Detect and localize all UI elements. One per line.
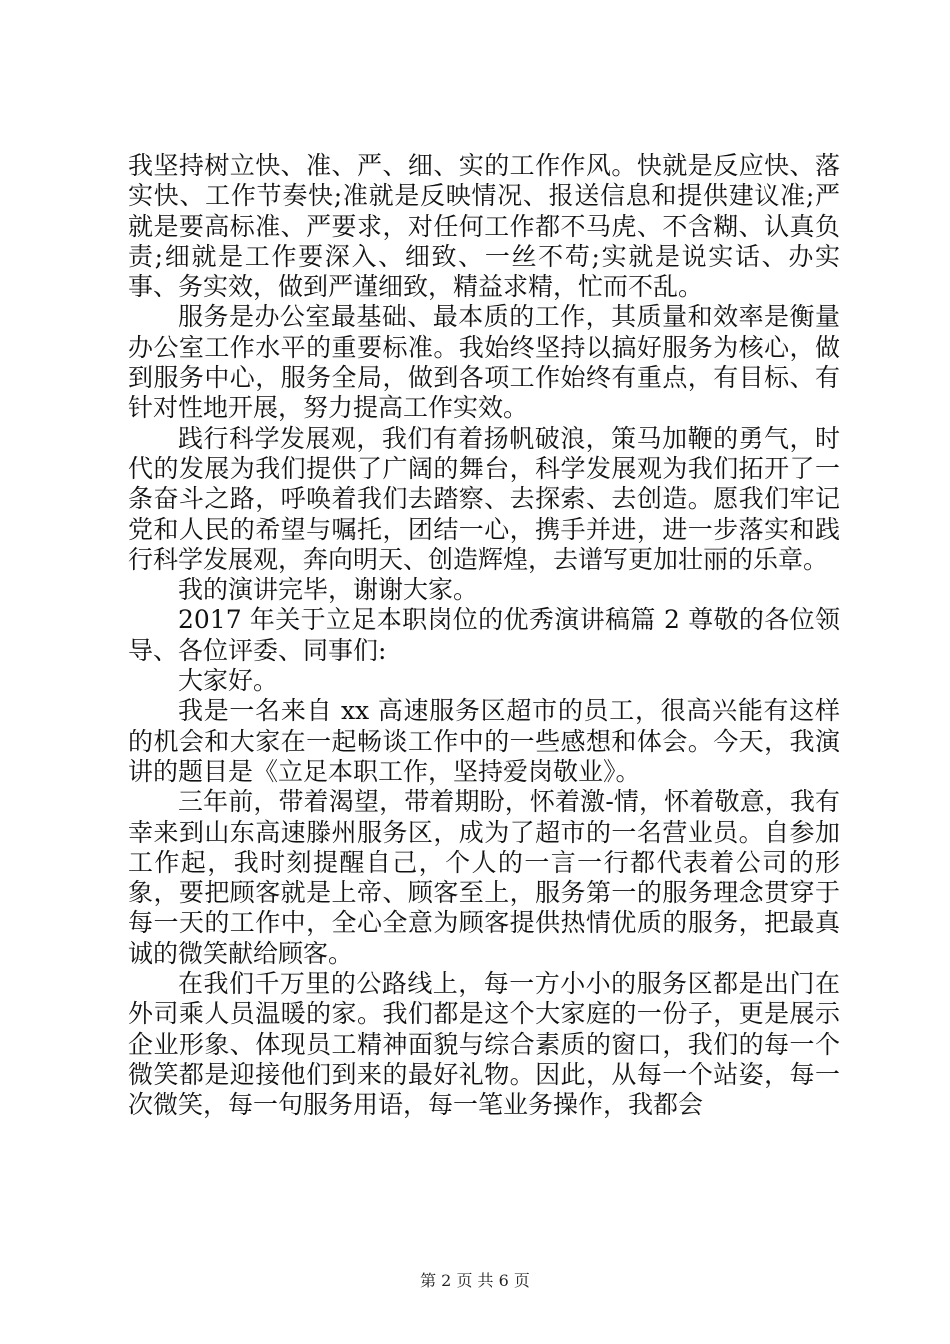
paragraph-2: 服务是办公室最基础、最本质的工作，其质量和效率是衡量办公室工作水平的重要标准。我始终坚持以搞好服务为核心，做到服务中心，服务全局，做到各项工作始终有重点，有目标、有针对性地开展，努力提高工作实效。	[128, 302, 840, 423]
page-number-footer: 第 2 页 共 6 页	[420, 1271, 530, 1290]
paragraph-7: 我是一名来自 xx 高速服务区超市的员工，很高兴能有这样的机会和大家在一起畅谈工作中的一些感想和体会。今天，我演讲的题目是《立足本职工作，坚持爱岗敬业》。	[128, 696, 840, 786]
paragraph-4: 我的演讲完毕，谢谢大家。	[178, 575, 479, 605]
paragraph-9: 在我们千万里的公路线上，每一方小小的服务区都是出门在外司乘人员温暖的家。我们都是这个大家庭的一份子，更是展示企业形象、体现员工精神面貌与综合素质的窗口，我们的每一个微笑都是迎接他们到来的最好礼物。因此，从每一个站姿，每一次微笑，每一句服务用语，每一笔业务操作，我都会	[128, 969, 840, 1120]
paragraph-1: 我坚持树立快、准、严、细、实的工作作风。快就是反应快、落实快、工作节奏快;准就是反映情况、报送信息和提供建议准;严就是要高标准、严要求，对任何工作都不马虎、不含糊、认真负责;细就是工作要深入、细致、一丝不苟;实就是说实话、办实事、务实效，做到严谨细致，精益求精，忙而不乱。	[128, 151, 840, 302]
paragraph-5: 2017 年关于立足本职岗位的优秀演讲稿篇 2 尊敬的各位领导、各位评委、同事们:	[128, 605, 840, 665]
paragraph-3: 践行科学发展观，我们有着扬帆破浪，策马加鞭的勇气，时代的发展为我们提供了广阔的舞台，科学发展观为我们拓开了一条奋斗之路，呼唤着我们去踏察、去探索、去创造。愿我们牢记党和人民的希望与嘱托，团结一心，携手并进，进一步落实和践行科学发展观，奔向明天、创造辉煌，去谱写更加壮丽的乐章。	[128, 423, 840, 574]
document-body	[128, 151, 840, 1121]
paragraph-8: 三年前，带着渴望，带着期盼，怀着激-情，怀着敬意，我有幸来到山东高速滕州服务区，成为了超市的一名营业员。自参加工作起，我时刻提醒自己，个人的一言一行都代表着公司的形象，要把顾客就是上帝、顾客至上，服务第一的服务理念贯穿于每一天的工作中，全心全意为顾客提供热情优质的服务，把最真诚的微笑献给顾客。	[128, 787, 840, 968]
paragraph-6: 大家好。	[178, 666, 279, 696]
